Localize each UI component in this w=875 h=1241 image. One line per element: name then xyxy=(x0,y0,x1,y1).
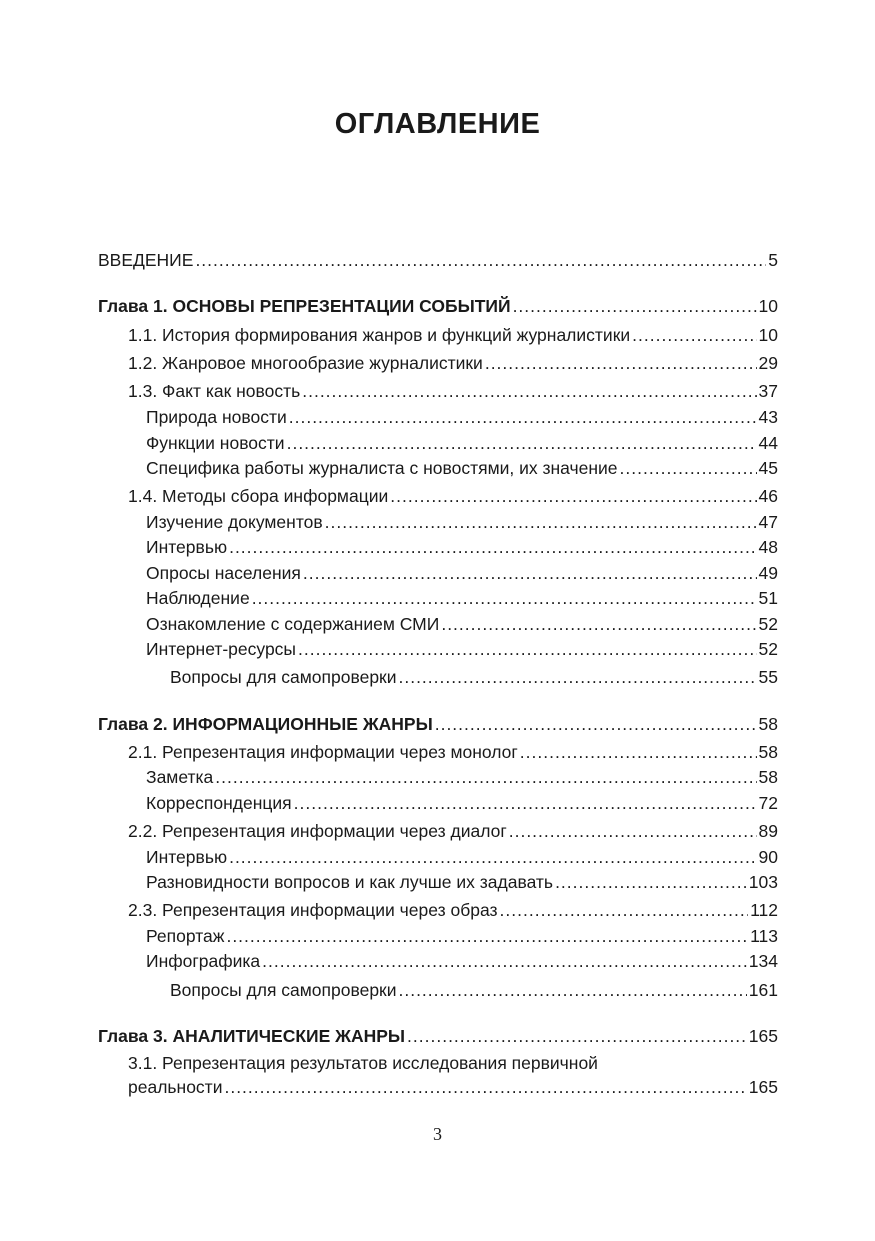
dot-leader xyxy=(407,1024,747,1048)
toc-entry-page: 165 xyxy=(748,1026,778,1046)
toc-subsection[interactable] xyxy=(146,924,778,948)
toc-entry-label: Природа новости xyxy=(146,407,287,427)
toc-review-questions[interactable] xyxy=(170,665,778,689)
toc-subsection[interactable] xyxy=(146,612,778,636)
toc-entry-label: 2.3. Репрезентация информации через образ xyxy=(128,900,498,920)
toc-entry-label: Вопросы для самопроверки xyxy=(170,667,397,687)
toc-entry-label: 1.4. Методы сбора информации xyxy=(128,486,389,506)
toc-section-3-1[interactable] xyxy=(128,1075,778,1099)
toc-chapter-2[interactable] xyxy=(98,712,778,736)
dot-leader xyxy=(398,665,756,689)
toc-chapter-3[interactable] xyxy=(98,1024,778,1048)
toc-subsection[interactable] xyxy=(146,949,778,973)
dot-leader xyxy=(294,791,757,815)
toc-subsection[interactable] xyxy=(146,870,778,894)
toc-entry-page: 29 xyxy=(758,353,778,373)
dot-leader xyxy=(513,294,757,318)
toc-entry-introduction[interactable] xyxy=(98,248,778,272)
toc-entry-page: 58 xyxy=(758,767,778,787)
dot-leader xyxy=(252,586,757,610)
toc-subsection[interactable] xyxy=(146,637,778,661)
toc-entry-page: 161 xyxy=(748,980,778,1000)
toc-entry-page: 89 xyxy=(758,821,778,841)
toc-entry-page: 103 xyxy=(748,872,778,892)
page-number: 3 xyxy=(433,1124,442,1144)
toc-section-1-4[interactable] xyxy=(128,484,778,508)
toc-entry-page: 52 xyxy=(758,614,778,634)
toc-entry-page: 90 xyxy=(758,847,778,867)
toc-section-1-1[interactable] xyxy=(128,323,778,347)
page-title: ОГЛАВЛЕНИЕ xyxy=(334,108,541,140)
toc-entry-page: 10 xyxy=(758,296,778,316)
dot-leader xyxy=(224,1075,746,1099)
toc-entry-label: Глава 1. ОСНОВЫ РЕПРЕЗЕНТАЦИИ СОБЫТИЙ xyxy=(98,296,511,316)
toc-subsection[interactable] xyxy=(146,510,778,534)
toc-section-2-1[interactable] xyxy=(128,740,778,764)
toc-entry-page: 112 xyxy=(750,900,778,920)
dot-leader xyxy=(298,637,757,661)
toc-subsection[interactable] xyxy=(146,431,778,455)
toc-subsection[interactable] xyxy=(146,765,778,789)
toc-entry-label: ВВЕДЕНИЕ xyxy=(98,250,194,270)
toc-entry-page: 165 xyxy=(748,1077,778,1097)
dot-leader xyxy=(509,819,757,843)
toc-entry-label: 1.3. Факт как новость xyxy=(128,381,301,401)
toc-entry-label: 2.2. Репрезентация информации через диалог xyxy=(128,821,507,841)
toc-entry-label: Глава 3. АНАЛИТИЧЕСКИЕ ЖАНРЫ xyxy=(98,1026,406,1046)
toc-entry-page: 46 xyxy=(758,486,778,506)
dot-leader xyxy=(287,431,757,455)
toc-subsection[interactable] xyxy=(146,561,778,585)
dot-leader xyxy=(632,323,756,347)
dot-leader xyxy=(262,949,747,973)
toc-entry-label: Репортаж xyxy=(146,926,225,946)
dot-leader xyxy=(229,845,756,869)
toc-entry-page: 55 xyxy=(758,667,778,687)
toc-entry-label: Опросы населения xyxy=(146,563,301,583)
toc-subsection[interactable] xyxy=(146,456,778,480)
toc-entry-label: Вопросы для самопроверки xyxy=(170,980,397,1000)
toc-entry-page: 43 xyxy=(758,407,778,427)
dot-leader xyxy=(390,484,756,508)
dot-leader xyxy=(500,898,749,922)
toc-entry-page: 44 xyxy=(758,433,778,453)
dot-leader xyxy=(229,535,756,559)
toc-entry-label: Функции новости xyxy=(146,433,285,453)
toc-entry-label: Интервью xyxy=(146,537,228,557)
toc-entry-page: 58 xyxy=(758,742,778,762)
toc-entry-label: Глава 2. ИНФОРМАЦИОННЫЕ ЖАНРЫ xyxy=(98,714,433,734)
dot-leader xyxy=(289,405,757,429)
toc-entry-page: 52 xyxy=(758,639,778,659)
toc-entry-page: 37 xyxy=(758,381,778,401)
toc-entry-label: реальности xyxy=(128,1077,223,1097)
toc-entry-page: 49 xyxy=(758,563,778,583)
dot-leader xyxy=(303,561,757,585)
toc-entry-page: 113 xyxy=(750,926,778,946)
toc-entry-label: Специфика работы журналиста с новостями, их значение xyxy=(146,458,618,478)
toc-subsection[interactable] xyxy=(146,535,778,559)
dot-leader xyxy=(226,924,748,948)
toc-entry-label: Интервью xyxy=(146,847,228,867)
toc-section-3-1-first-line: 3.1. Репрезентация результатов исследования первичной xyxy=(128,1053,598,1073)
toc-entry-label: 1.2. Жанровое многообразие журналистики xyxy=(128,353,483,373)
dot-leader xyxy=(302,379,756,403)
dot-leader xyxy=(325,510,757,534)
toc-review-questions[interactable] xyxy=(170,978,778,1002)
toc-entry-page: 134 xyxy=(748,951,778,971)
toc-entry-label: Изучение документов xyxy=(146,512,323,532)
dot-leader xyxy=(195,248,766,272)
toc-subsection[interactable] xyxy=(146,586,778,610)
dot-leader xyxy=(555,870,747,894)
toc-entry-page: 58 xyxy=(758,714,778,734)
toc-subsection[interactable] xyxy=(146,845,778,869)
toc-section-2-3[interactable] xyxy=(128,898,778,922)
toc-subsection[interactable] xyxy=(146,405,778,429)
dot-leader xyxy=(520,740,757,764)
dot-leader xyxy=(485,351,757,375)
toc-entry-label: Интернет-ресурсы xyxy=(146,639,297,659)
toc-entry-page: 47 xyxy=(758,512,778,532)
dot-leader xyxy=(620,456,757,480)
dot-leader xyxy=(215,765,756,789)
dot-leader xyxy=(441,612,756,636)
toc-entry-page: 45 xyxy=(758,458,778,478)
toc-section-1-3[interactable] xyxy=(128,379,778,403)
toc-entry-label: Ознакомление с содержанием СМИ xyxy=(146,614,440,634)
toc-subsection[interactable] xyxy=(146,791,778,815)
toc-entry-label: 2.1. Репрезентация информации через монолог xyxy=(128,742,518,762)
toc-section-1-2[interactable] xyxy=(128,351,778,375)
toc-entry-page: 51 xyxy=(758,588,778,608)
toc-section-2-2[interactable] xyxy=(128,819,778,843)
toc-entry-page: 48 xyxy=(758,537,778,557)
dot-leader xyxy=(398,978,746,1002)
toc-entry-label: Корреспонденция xyxy=(146,793,292,813)
toc-chapter-1[interactable] xyxy=(98,294,778,318)
toc-entry-label: Заметка xyxy=(146,767,214,787)
toc-entry-page: 72 xyxy=(758,793,778,813)
toc-entry-label: Разновидности вопросов и как лучше их задавать xyxy=(146,872,554,892)
toc-entry-page: 10 xyxy=(758,325,778,345)
toc-entry-page: 5 xyxy=(768,250,778,270)
toc-entry-label: 1.1. История формирования жанров и функций журналистики xyxy=(128,325,631,345)
toc-entry-label: Наблюдение xyxy=(146,588,250,608)
dot-leader xyxy=(435,712,757,736)
toc-entry-label: Инфографика xyxy=(146,951,261,971)
